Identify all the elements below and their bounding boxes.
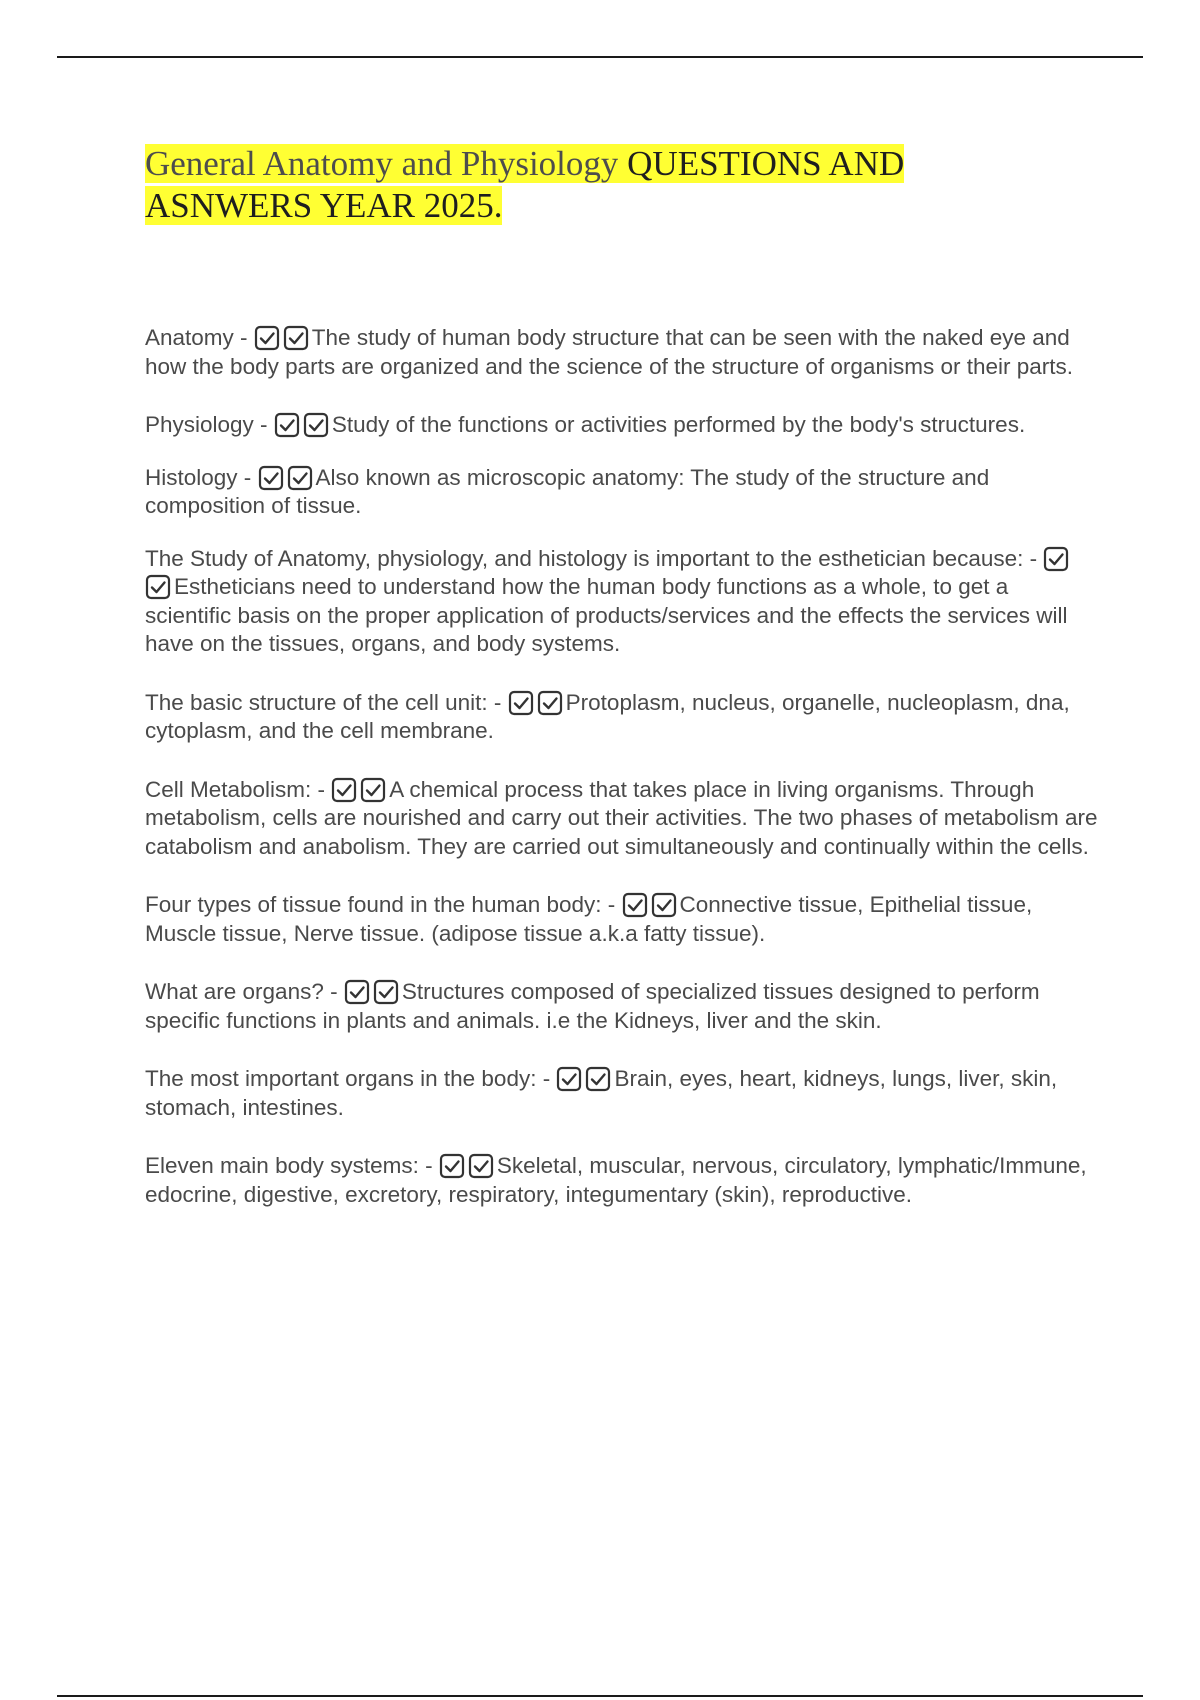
checkbox-checked-icon [651,892,677,918]
qa-item [145,411,1100,440]
title-part-2: QUESTIONS AND ASNWERS YEAR 2025. [145,144,905,225]
checkbox-checked-icon [1043,546,1069,572]
qa-item [145,1065,1100,1122]
qa-answer: Estheticians need to understand how the human body functions as a whole, to get a scientific basis on the proper application of products/services and the effects the services will have on the tissues, organs, and body systems. [145,574,1068,656]
qa-term: Cell Metabolism: - [145,776,332,802]
checkbox-checked-icon [508,690,534,716]
checkbox-checked-icon [287,465,313,491]
checkbox-checked-icon [303,412,329,438]
checkbox-checked-icon [258,465,284,491]
bottom-rule [57,1695,1143,1697]
checkbox-checked-icon [283,325,309,351]
qa-answer: Protoplasm, nucleus, organelle, nucleoplasm, dna, cytoplasm, and the cell membrane. [145,689,1070,743]
qa-answer: Skeletal, muscular, nervous, circulatory, lymphatic/Immune, edocrine, digestive, excretory, respiratory, integumentary (skin), reproductive. [145,1153,1087,1207]
qa-item [145,324,1100,381]
qa-term: The most important organs in the body: - [145,1066,557,1091]
qa-term: Eleven main body systems: - [145,1153,439,1178]
qa-term: Four types of tissue found in the human body: - [145,892,622,917]
top-rule [57,56,1143,58]
qa-answer: Structures composed of specialized tissues designed to perform specific functions in plants and animals. i.e the Kidneys, liver and the skin. [145,979,1040,1033]
title-part-1: General Anatomy and Physiology [145,144,619,183]
checkbox-checked-icon [468,1153,494,1179]
checkbox-checked-icon [360,777,386,803]
qa-answer: Brain, eyes, heart, kidneys, lungs, liver, skin, stomach, intestines. [145,1066,1058,1120]
checkbox-checked-icon [556,1066,582,1092]
qa-answer: A chemical process that takes place in living organisms. Through metabolism, cells are nourished and carry out their activities. The two phases of metabolism are catabolism and anabolism. They are carried out simultaneously and continually within the cells. [145,776,1098,859]
qa-answer: Also known as microscopic anatomy: The study of the structure and composition of tissue. [145,464,990,518]
qa-item [145,978,1100,1035]
qa-term: Histology - [145,464,258,490]
checkbox-checked-icon [585,1066,611,1092]
checkbox-checked-icon [274,412,300,438]
qa-item [145,545,1100,659]
qa-item [145,689,1100,746]
qa-item [145,1152,1100,1209]
checkbox-checked-icon [145,574,171,600]
checkbox-checked-icon [622,892,648,918]
page-title [145,143,1045,227]
checkbox-checked-icon [344,979,370,1005]
checkbox-checked-icon [439,1153,465,1179]
qa-term: What are organs? - [145,979,344,1004]
qa-answer: The study of human body structure that can be seen with the naked eye and how the body parts are organized and the science of the structure of organisms or their parts. [145,325,1074,379]
qa-item [145,464,1100,521]
qa-term: Anatomy - [145,325,254,350]
qa-term: The Study of Anatomy, physiology, and histology is important to the esthetician because: - [145,545,1044,571]
qa-item [145,891,1100,948]
qa-term: The basic structure of the cell unit: - [145,689,508,715]
qa-answer: Study of the functions or activities performed by the body's structures. [331,412,1026,437]
qa-list [145,324,1100,1239]
qa-term: Physiology - [145,412,274,437]
checkbox-checked-icon [331,777,357,803]
qa-answer: Connective tissue, Epithelial tissue, Muscle tissue, Nerve tissue. (adipose tissue a.k.a fatty tissue). [145,892,1033,946]
qa-item [145,776,1100,862]
checkbox-checked-icon [373,979,399,1005]
checkbox-checked-icon [537,690,563,716]
checkbox-checked-icon [254,325,280,351]
